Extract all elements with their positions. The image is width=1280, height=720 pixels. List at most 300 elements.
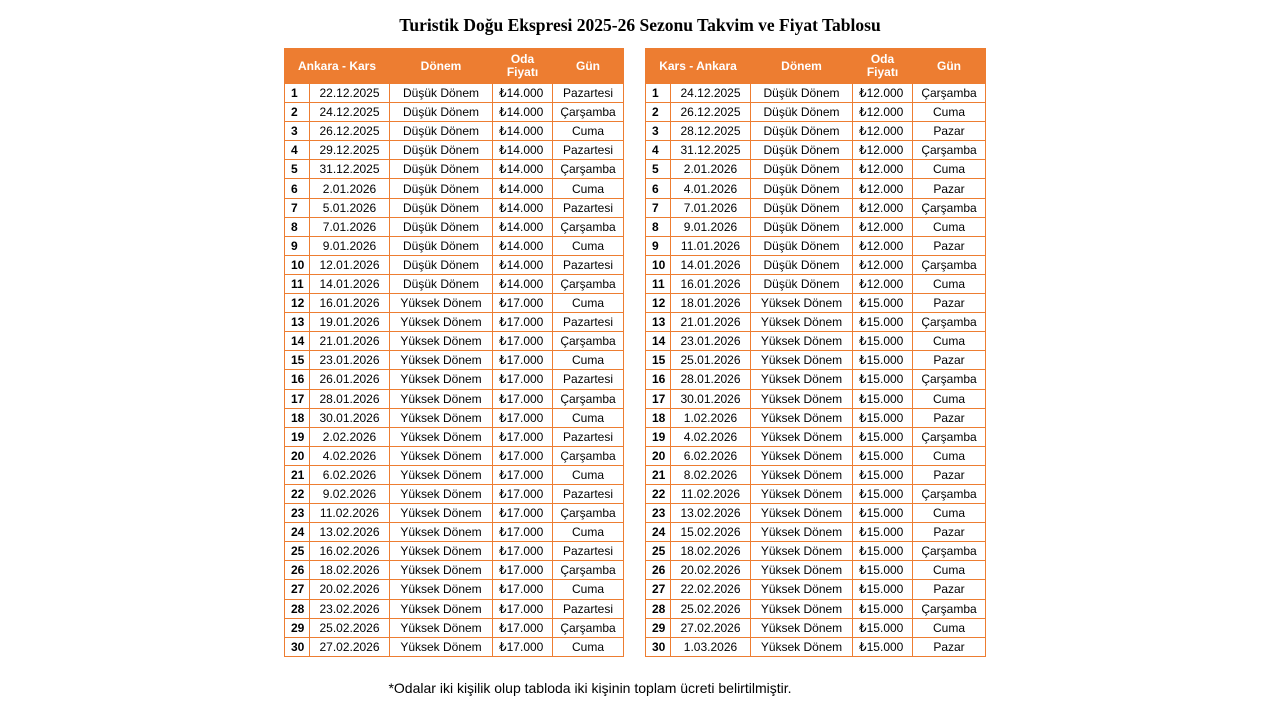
row-number: 14 (285, 332, 310, 351)
page-title: Turistik Doğu Ekspresi 2025-26 Sezonu Takvim ve Fiyat Tablosu (399, 15, 881, 35)
table-row (646, 351, 986, 370)
price-cell: ₺15.000 (853, 370, 913, 389)
row-number: 30 (285, 637, 310, 656)
period-cell: Yüksek Dönem (390, 351, 493, 370)
kars-ankara-table (645, 48, 986, 657)
period-cell: Düşük Dönem (751, 141, 853, 160)
period-cell: Düşük Dönem (390, 84, 493, 103)
table-row (285, 313, 624, 332)
period-cell: Yüksek Dönem (751, 427, 853, 446)
row-number: 15 (285, 351, 310, 370)
table-row (646, 618, 986, 637)
price-cell: ₺15.000 (853, 351, 913, 370)
day-cell: Pazar (913, 637, 986, 656)
row-number: 1 (285, 84, 310, 103)
price-cell: ₺17.000 (493, 542, 553, 561)
day-cell: Pazartesi (553, 427, 624, 446)
row-number: 11 (285, 274, 310, 293)
date-cell: 22.02.2026 (671, 580, 751, 599)
row-number: 16 (285, 370, 310, 389)
table-row (646, 542, 986, 561)
table-row (285, 599, 624, 618)
row-number: 20 (285, 446, 310, 465)
period-cell: Yüksek Dönem (390, 446, 493, 465)
date-cell: 16.02.2026 (310, 542, 390, 561)
date-cell: 9.01.2026 (310, 236, 390, 255)
table-row (646, 84, 986, 103)
row-number: 23 (285, 504, 310, 523)
day-cell: Cuma (913, 160, 986, 179)
period-cell: Yüksek Dönem (390, 389, 493, 408)
period-cell: Düşük Dönem (390, 255, 493, 274)
price-cell: ₺15.000 (853, 313, 913, 332)
price-cell: ₺17.000 (493, 294, 553, 313)
table-row (646, 561, 986, 580)
period-cell: Yüksek Dönem (390, 294, 493, 313)
date-cell: 21.01.2026 (671, 313, 751, 332)
period-cell: Yüksek Dönem (751, 408, 853, 427)
row-number: 13 (285, 313, 310, 332)
period-cell: Düşük Dönem (751, 179, 853, 198)
table-row (646, 274, 986, 293)
period-cell: Yüksek Dönem (390, 599, 493, 618)
date-cell: 15.02.2026 (671, 523, 751, 542)
price-cell: ₺15.000 (853, 294, 913, 313)
table-row (285, 103, 624, 122)
price-cell: ₺14.000 (493, 122, 553, 141)
row-number: 10 (646, 255, 671, 274)
period-cell: Düşük Dönem (390, 179, 493, 198)
date-cell: 22.12.2025 (310, 84, 390, 103)
date-cell: 30.01.2026 (310, 408, 390, 427)
row-number: 29 (646, 618, 671, 637)
price-cell: ₺15.000 (853, 446, 913, 465)
table-row (646, 504, 986, 523)
table-row (285, 294, 624, 313)
day-cell: Çarşamba (913, 542, 986, 561)
price-cell: ₺15.000 (853, 580, 913, 599)
table-row (646, 580, 986, 599)
row-number: 22 (646, 484, 671, 503)
table-row (285, 217, 624, 236)
date-cell: 13.02.2026 (310, 523, 390, 542)
table-row (285, 332, 624, 351)
table-row (285, 427, 624, 446)
row-number: 2 (646, 103, 671, 122)
day-cell: Cuma (913, 103, 986, 122)
period-cell: Yüksek Dönem (751, 542, 853, 561)
price-cell: ₺17.000 (493, 504, 553, 523)
day-header: Gün (913, 49, 986, 84)
table-row (285, 141, 624, 160)
period-cell: Yüksek Dönem (751, 561, 853, 580)
day-cell: Cuma (913, 389, 986, 408)
price-cell: ₺12.000 (853, 179, 913, 198)
date-cell: 1.02.2026 (671, 408, 751, 427)
row-number: 4 (646, 141, 671, 160)
row-number: 13 (646, 313, 671, 332)
row-number: 7 (646, 198, 671, 217)
day-cell: Cuma (913, 274, 986, 293)
period-cell: Yüksek Dönem (390, 313, 493, 332)
table-row (285, 408, 624, 427)
price-cell: ₺15.000 (853, 465, 913, 484)
price-header-line2: Fiyatı (866, 65, 899, 79)
table-row (646, 523, 986, 542)
date-cell: 16.01.2026 (310, 294, 390, 313)
price-cell: ₺14.000 (493, 236, 553, 255)
date-cell: 23.02.2026 (310, 599, 390, 618)
table-row (646, 465, 986, 484)
table-row (285, 504, 624, 523)
price-cell: ₺17.000 (493, 427, 553, 446)
row-number: 17 (646, 389, 671, 408)
row-number: 28 (646, 599, 671, 618)
price-cell: ₺17.000 (493, 389, 553, 408)
row-number: 10 (285, 255, 310, 274)
date-cell: 11.01.2026 (671, 236, 751, 255)
period-cell: Yüksek Dönem (390, 427, 493, 446)
row-number: 22 (285, 484, 310, 503)
period-cell: Yüksek Dönem (390, 542, 493, 561)
period-cell: Düşük Dönem (751, 160, 853, 179)
day-cell: Pazartesi (553, 542, 624, 561)
table-row (646, 370, 986, 389)
day-cell: Pazar (913, 294, 986, 313)
period-cell: Düşük Dönem (751, 198, 853, 217)
price-cell: ₺17.000 (493, 599, 553, 618)
date-cell: 25.02.2026 (671, 599, 751, 618)
price-cell: ₺17.000 (493, 580, 553, 599)
date-cell: 4.02.2026 (310, 446, 390, 465)
day-cell: Çarşamba (553, 103, 624, 122)
period-cell: Yüksek Dönem (751, 313, 853, 332)
day-cell: Çarşamba (913, 427, 986, 446)
period-cell: Yüksek Dönem (751, 370, 853, 389)
day-cell: Çarşamba (553, 160, 624, 179)
row-number: 30 (646, 637, 671, 656)
date-cell: 4.02.2026 (671, 427, 751, 446)
period-cell: Yüksek Dönem (390, 484, 493, 503)
price-cell: ₺15.000 (853, 332, 913, 351)
price-cell: ₺12.000 (853, 122, 913, 141)
price-cell: ₺12.000 (853, 103, 913, 122)
date-cell: 6.02.2026 (310, 465, 390, 484)
date-cell: 28.01.2026 (671, 370, 751, 389)
day-cell: Çarşamba (553, 618, 624, 637)
day-cell: Pazar (913, 523, 986, 542)
price-cell: ₺12.000 (853, 141, 913, 160)
row-number: 3 (646, 122, 671, 141)
period-header: Dönem (751, 49, 853, 84)
table-row (285, 465, 624, 484)
date-cell: 14.01.2026 (671, 255, 751, 274)
period-cell: Yüksek Dönem (751, 618, 853, 637)
row-number: 21 (646, 465, 671, 484)
period-cell: Düşük Dönem (751, 122, 853, 141)
table-row (285, 351, 624, 370)
period-cell: Yüksek Dönem (751, 599, 853, 618)
day-cell: Cuma (913, 618, 986, 637)
period-cell: Yüksek Dönem (751, 637, 853, 656)
table-row (285, 160, 624, 179)
table-row (285, 484, 624, 503)
day-cell: Pazartesi (553, 141, 624, 160)
price-cell: ₺15.000 (853, 408, 913, 427)
table-row (285, 274, 624, 293)
date-cell: 7.01.2026 (671, 198, 751, 217)
period-cell: Yüksek Dönem (390, 580, 493, 599)
price-cell: ₺14.000 (493, 84, 553, 103)
row-number: 18 (285, 408, 310, 427)
table-row (646, 332, 986, 351)
period-cell: Yüksek Dönem (751, 484, 853, 503)
period-cell: Yüksek Dönem (390, 332, 493, 351)
row-number: 19 (285, 427, 310, 446)
table-row (646, 484, 986, 503)
table-row (285, 542, 624, 561)
date-cell: 4.01.2026 (671, 179, 751, 198)
price-cell: ₺15.000 (853, 618, 913, 637)
period-header: Dönem (390, 49, 493, 84)
price-cell: ₺12.000 (853, 255, 913, 274)
day-cell: Cuma (553, 294, 624, 313)
table-row (646, 294, 986, 313)
period-cell: Yüksek Dönem (390, 465, 493, 484)
day-cell: Pazartesi (553, 599, 624, 618)
row-number: 7 (285, 198, 310, 217)
table-row (646, 313, 986, 332)
date-cell: 11.02.2026 (310, 504, 390, 523)
price-cell: ₺17.000 (493, 370, 553, 389)
table-row (285, 618, 624, 637)
day-cell: Cuma (913, 446, 986, 465)
price-cell: ₺12.000 (853, 236, 913, 255)
date-cell: 24.12.2025 (310, 103, 390, 122)
row-number: 12 (646, 294, 671, 313)
price-cell: ₺14.000 (493, 179, 553, 198)
period-cell: Yüksek Dönem (751, 504, 853, 523)
day-cell: Pazar (913, 351, 986, 370)
day-cell: Çarşamba (913, 599, 986, 618)
date-cell: 26.01.2026 (310, 370, 390, 389)
date-cell: 13.02.2026 (671, 504, 751, 523)
price-cell: ₺12.000 (853, 217, 913, 236)
table-header-row (285, 49, 624, 84)
date-cell: 26.12.2025 (671, 103, 751, 122)
date-cell: 5.01.2026 (310, 198, 390, 217)
day-cell: Çarşamba (553, 446, 624, 465)
row-number: 23 (646, 504, 671, 523)
price-cell: ₺12.000 (853, 274, 913, 293)
row-number: 29 (285, 618, 310, 637)
table-row (285, 255, 624, 274)
price-cell: ₺17.000 (493, 484, 553, 503)
row-number: 27 (285, 580, 310, 599)
row-number: 25 (646, 542, 671, 561)
row-number: 25 (285, 542, 310, 561)
price-cell: ₺17.000 (493, 618, 553, 637)
day-cell: Pazar (913, 580, 986, 599)
day-cell: Çarşamba (553, 274, 624, 293)
day-cell: Cuma (553, 580, 624, 599)
day-header: Gün (553, 49, 624, 84)
table-row (285, 236, 624, 255)
day-cell: Pazartesi (553, 255, 624, 274)
date-cell: 16.01.2026 (671, 274, 751, 293)
day-cell: Cuma (553, 523, 624, 542)
table-row (285, 580, 624, 599)
row-number: 8 (285, 217, 310, 236)
row-number: 28 (285, 599, 310, 618)
price-cell: ₺15.000 (853, 637, 913, 656)
period-cell: Yüksek Dönem (751, 294, 853, 313)
price-cell: ₺17.000 (493, 637, 553, 656)
table-row (646, 122, 986, 141)
day-cell: Cuma (553, 408, 624, 427)
date-cell: 18.02.2026 (310, 561, 390, 580)
price-header-line2: Fiyatı (506, 65, 539, 79)
period-cell: Düşük Dönem (390, 236, 493, 255)
price-cell: ₺15.000 (853, 427, 913, 446)
price-header (493, 49, 553, 84)
date-cell: 9.01.2026 (671, 217, 751, 236)
footnote: *Odalar iki kişilik olup tabloda iki kişinin toplam ücreti belirtilmiştir. (388, 680, 792, 696)
row-number: 26 (285, 561, 310, 580)
route-header: Ankara - Kars (285, 49, 390, 84)
date-cell: 2.02.2026 (310, 427, 390, 446)
row-number: 9 (646, 236, 671, 255)
row-number: 17 (285, 389, 310, 408)
period-cell: Düşük Dönem (390, 122, 493, 141)
date-cell: 24.12.2025 (671, 84, 751, 103)
date-cell: 18.01.2026 (671, 294, 751, 313)
day-cell: Pazartesi (553, 84, 624, 103)
period-cell: Düşük Dönem (751, 274, 853, 293)
day-cell: Çarşamba (553, 332, 624, 351)
row-number: 14 (646, 332, 671, 351)
row-number: 21 (285, 465, 310, 484)
price-cell: ₺15.000 (853, 523, 913, 542)
table-row (285, 389, 624, 408)
day-cell: Cuma (913, 332, 986, 351)
row-number: 15 (646, 351, 671, 370)
day-cell: Pazartesi (553, 313, 624, 332)
day-cell: Pazartesi (553, 370, 624, 389)
day-cell: Çarşamba (913, 141, 986, 160)
date-cell: 25.02.2026 (310, 618, 390, 637)
route-header: Kars - Ankara (646, 49, 751, 84)
period-cell: Yüksek Dönem (751, 580, 853, 599)
table-row (646, 103, 986, 122)
day-cell: Pazar (913, 122, 986, 141)
day-cell: Pazar (913, 236, 986, 255)
period-cell: Yüksek Dönem (390, 370, 493, 389)
row-number: 26 (646, 561, 671, 580)
row-number: 20 (646, 446, 671, 465)
date-cell: 2.01.2026 (671, 160, 751, 179)
row-number: 9 (285, 236, 310, 255)
table-row (646, 160, 986, 179)
table-row (285, 84, 624, 103)
price-cell: ₺15.000 (853, 504, 913, 523)
table-row (285, 198, 624, 217)
period-cell: Yüksek Dönem (390, 618, 493, 637)
date-cell: 8.02.2026 (671, 465, 751, 484)
day-cell: Çarşamba (553, 217, 624, 236)
price-cell: ₺14.000 (493, 255, 553, 274)
table-row (285, 122, 624, 141)
table-row (646, 198, 986, 217)
day-cell: Çarşamba (553, 504, 624, 523)
price-header-line1: Oda (870, 52, 895, 66)
date-cell: 28.12.2025 (671, 122, 751, 141)
day-cell: Cuma (553, 351, 624, 370)
period-cell: Düşük Dönem (390, 103, 493, 122)
row-number: 16 (646, 370, 671, 389)
period-cell: Yüksek Dönem (751, 446, 853, 465)
date-cell: 31.12.2025 (671, 141, 751, 160)
date-cell: 20.02.2026 (671, 561, 751, 580)
price-cell: ₺14.000 (493, 198, 553, 217)
table-row (646, 637, 986, 656)
row-number: 19 (646, 427, 671, 446)
price-cell: ₺17.000 (493, 332, 553, 351)
row-number: 3 (285, 122, 310, 141)
date-cell: 2.01.2026 (310, 179, 390, 198)
period-cell: Düşük Dönem (751, 217, 853, 236)
period-cell: Yüksek Dönem (390, 523, 493, 542)
row-number: 4 (285, 141, 310, 160)
day-cell: Cuma (913, 504, 986, 523)
table-row (285, 179, 624, 198)
price-header-line1: Oda (510, 52, 535, 66)
date-cell: 9.02.2026 (310, 484, 390, 503)
day-cell: Çarşamba (913, 370, 986, 389)
row-number: 24 (285, 523, 310, 542)
row-number: 1 (646, 84, 671, 103)
price-cell: ₺15.000 (853, 484, 913, 503)
price-cell: ₺15.000 (853, 561, 913, 580)
day-cell: Pazar (913, 408, 986, 427)
date-cell: 18.02.2026 (671, 542, 751, 561)
price-cell: ₺17.000 (493, 561, 553, 580)
date-cell: 21.01.2026 (310, 332, 390, 351)
day-cell: Pazar (913, 179, 986, 198)
row-number: 8 (646, 217, 671, 236)
price-cell: ₺14.000 (493, 217, 553, 236)
period-cell: Yüksek Dönem (390, 561, 493, 580)
period-cell: Düşük Dönem (390, 274, 493, 293)
table-row (285, 637, 624, 656)
period-cell: Yüksek Dönem (751, 351, 853, 370)
table-row (285, 446, 624, 465)
table-row (646, 217, 986, 236)
table-row (646, 236, 986, 255)
table-row (646, 408, 986, 427)
date-cell: 6.02.2026 (671, 446, 751, 465)
date-cell: 31.12.2025 (310, 160, 390, 179)
period-cell: Düşük Dönem (390, 198, 493, 217)
price-cell: ₺14.000 (493, 141, 553, 160)
price-cell: ₺15.000 (853, 599, 913, 618)
price-cell: ₺14.000 (493, 103, 553, 122)
ankara-kars-table (284, 48, 624, 657)
day-cell: Çarşamba (913, 84, 986, 103)
table-row (285, 523, 624, 542)
row-number: 6 (646, 179, 671, 198)
period-cell: Düşük Dönem (751, 103, 853, 122)
